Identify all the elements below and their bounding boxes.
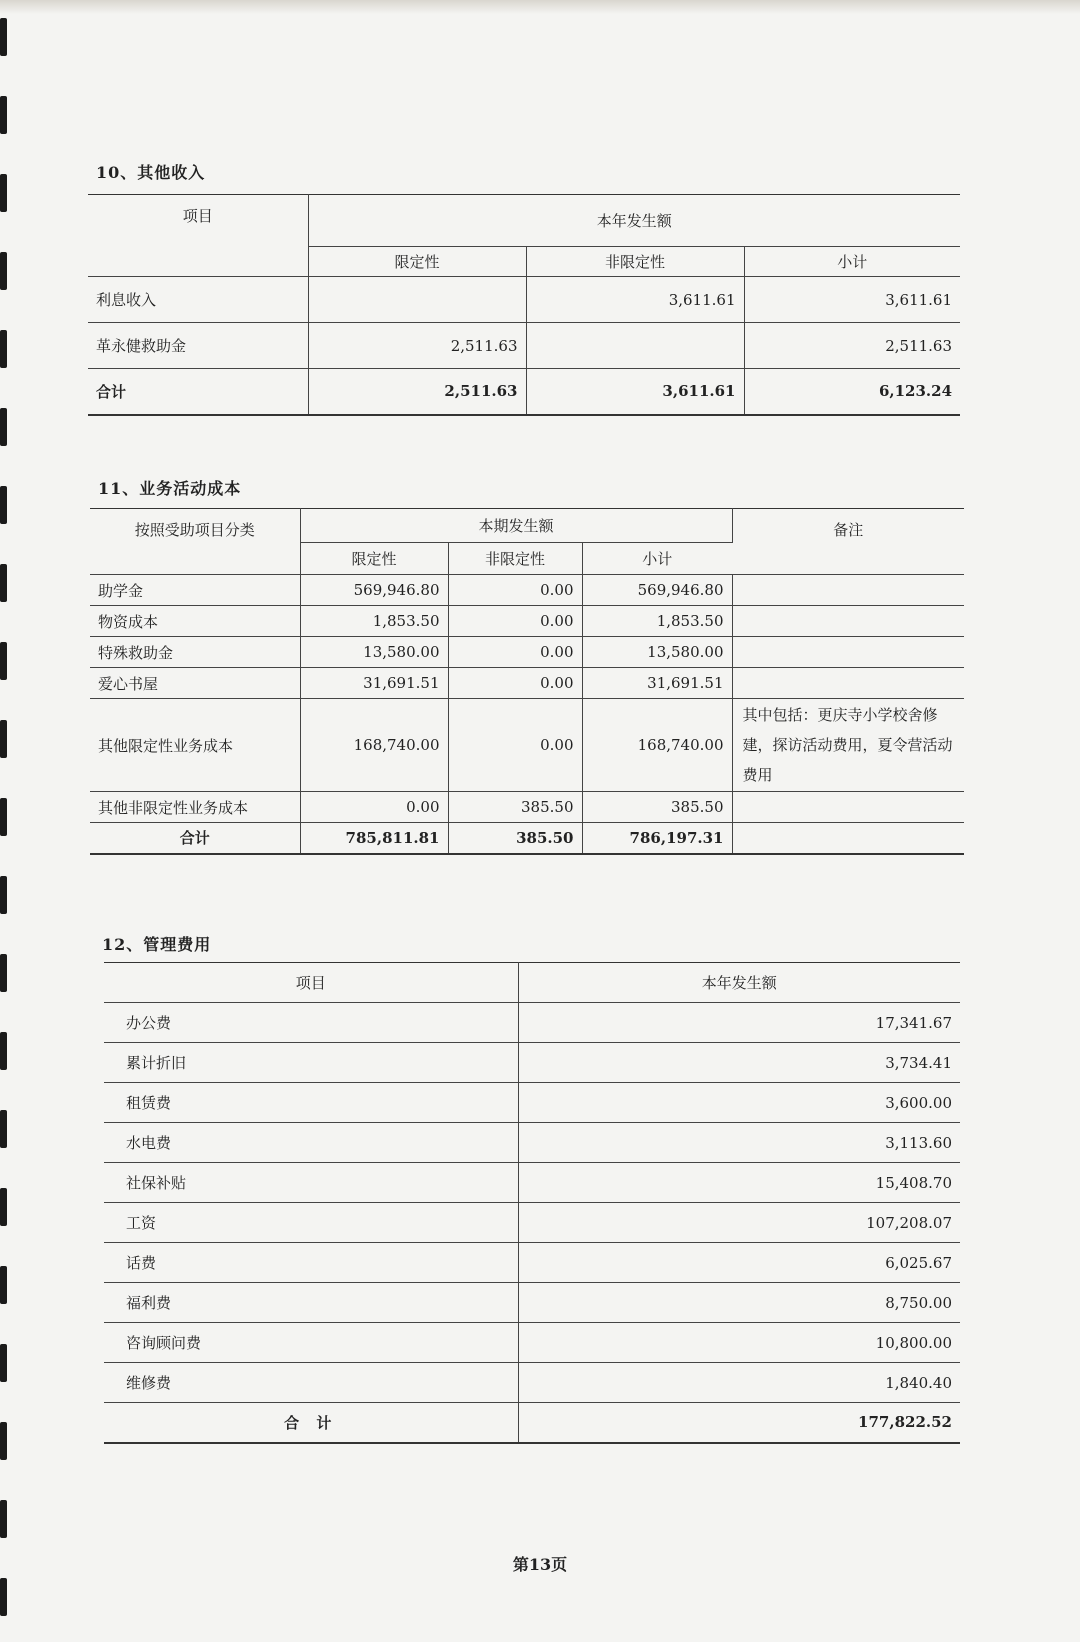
header-restricted: 限定性 [308, 247, 526, 277]
row-item: 利息收入 [88, 277, 308, 323]
row-item: 办公费 [104, 1003, 518, 1043]
binding-holes [0, 0, 14, 1642]
total-row [90, 823, 964, 854]
header-category: 按照受助项目分类 [90, 509, 300, 575]
total-subtotal: 786,197.31 [582, 823, 732, 854]
management-expense-table [104, 962, 960, 1444]
table-row [90, 575, 964, 606]
binding-hole [0, 1032, 7, 1070]
binding-hole [0, 1344, 7, 1382]
table-row [90, 699, 964, 792]
row-item: 其他限定性业务成本 [90, 699, 300, 792]
total-subtotal: 6,123.24 [744, 369, 960, 415]
section-11-title: 11、业务活动成本 [98, 479, 242, 498]
section-10-title: 10、其他收入 [96, 163, 206, 182]
total-restricted: 785,811.81 [300, 823, 448, 854]
binding-hole [0, 486, 7, 524]
binding-hole [0, 1578, 7, 1616]
binding-hole [0, 408, 7, 446]
binding-hole [0, 330, 7, 368]
row-unrestricted: 0.00 [448, 668, 582, 699]
row-subtotal: 569,946.80 [582, 575, 732, 606]
row-note [732, 575, 964, 606]
row-restricted: 168,740.00 [300, 699, 448, 792]
table-row [88, 323, 960, 369]
binding-hole [0, 876, 7, 914]
binding-hole [0, 1110, 7, 1148]
table-row [104, 1083, 960, 1123]
row-subtotal: 385.50 [582, 792, 732, 823]
row-restricted: 2,511.63 [308, 323, 526, 369]
row-amount: 3,113.60 [518, 1123, 960, 1163]
total-row [104, 1403, 960, 1443]
binding-hole [0, 1500, 7, 1538]
table-row [90, 637, 964, 668]
row-unrestricted: 3,611.61 [526, 277, 744, 323]
table-row [104, 1323, 960, 1363]
row-subtotal: 13,580.00 [582, 637, 732, 668]
total-amount: 177,822.52 [518, 1403, 960, 1443]
table-row [104, 1203, 960, 1243]
row-note [732, 606, 964, 637]
row-subtotal: 168,740.00 [582, 699, 732, 792]
total-label: 合 计 [104, 1403, 518, 1443]
row-amount: 1,840.40 [518, 1363, 960, 1403]
row-amount: 3,734.41 [518, 1043, 960, 1083]
row-note [732, 792, 964, 823]
row-item: 爱心书屋 [90, 668, 300, 699]
header-period-amount: 本期发生额 [300, 509, 732, 543]
header-unrestricted: 非限定性 [448, 543, 582, 575]
table-row [104, 1163, 960, 1203]
row-item: 累计折旧 [104, 1043, 518, 1083]
binding-hole [0, 252, 7, 290]
row-item: 社保补贴 [104, 1163, 518, 1203]
row-unrestricted: 0.00 [448, 606, 582, 637]
header-subtotal: 小计 [744, 247, 960, 277]
row-note [732, 637, 964, 668]
table-row [88, 277, 960, 323]
binding-hole [0, 1266, 7, 1304]
binding-hole [0, 954, 7, 992]
row-amount: 3,600.00 [518, 1083, 960, 1123]
table-row [104, 1043, 960, 1083]
total-note [732, 823, 964, 854]
header-subtotal: 小计 [582, 543, 732, 575]
row-restricted: 31,691.51 [300, 668, 448, 699]
table-row [104, 1003, 960, 1043]
row-item: 福利费 [104, 1283, 518, 1323]
total-label: 合计 [90, 823, 300, 854]
row-item: 其他非限定性业务成本 [90, 792, 300, 823]
other-income-table [88, 194, 960, 416]
total-unrestricted: 385.50 [448, 823, 582, 854]
header-annual-amount: 本年发生额 [308, 195, 960, 247]
page-edge-shadow [0, 0, 1080, 14]
binding-hole [0, 96, 7, 134]
row-amount: 6,025.67 [518, 1243, 960, 1283]
row-item: 革永健救助金 [88, 323, 308, 369]
row-item: 工资 [104, 1203, 518, 1243]
binding-hole [0, 18, 7, 56]
row-item: 维修费 [104, 1363, 518, 1403]
row-subtotal: 1,853.50 [582, 606, 732, 637]
header-unrestricted: 非限定性 [526, 247, 744, 277]
row-unrestricted: 0.00 [448, 699, 582, 792]
binding-hole [0, 564, 7, 602]
row-amount: 8,750.00 [518, 1283, 960, 1323]
total-label: 合计 [88, 369, 308, 415]
table-row [104, 1363, 960, 1403]
business-cost-table [90, 508, 964, 855]
row-subtotal: 2,511.63 [744, 323, 960, 369]
row-restricted: 0.00 [300, 792, 448, 823]
table-row [104, 1243, 960, 1283]
table-row [90, 792, 964, 823]
row-amount: 15,408.70 [518, 1163, 960, 1203]
binding-hole [0, 1422, 7, 1460]
header-restricted: 限定性 [300, 543, 448, 575]
row-restricted [308, 277, 526, 323]
row-item: 咨询顾问费 [104, 1323, 518, 1363]
row-unrestricted: 385.50 [448, 792, 582, 823]
binding-hole [0, 174, 7, 212]
row-amount: 17,341.67 [518, 1003, 960, 1043]
row-restricted: 569,946.80 [300, 575, 448, 606]
row-amount: 10,800.00 [518, 1323, 960, 1363]
header-annual-amount: 本年发生额 [518, 963, 960, 1003]
row-unrestricted [526, 323, 744, 369]
row-item: 水电费 [104, 1123, 518, 1163]
row-unrestricted: 0.00 [448, 637, 582, 668]
binding-hole [0, 642, 7, 680]
binding-hole [0, 798, 7, 836]
row-note: 其中包括：更庆寺小学校舍修建，探访活动费用，夏令营活动费用 [732, 699, 964, 792]
section-12-title: 12、管理费用 [102, 935, 212, 954]
table-row [90, 668, 964, 699]
row-item: 物资成本 [90, 606, 300, 637]
row-subtotal: 31,691.51 [582, 668, 732, 699]
page-number: 第13页 [512, 1555, 568, 1574]
binding-hole [0, 1188, 7, 1226]
table-row [90, 606, 964, 637]
binding-hole [0, 720, 7, 758]
row-subtotal: 3,611.61 [744, 277, 960, 323]
row-note [732, 668, 964, 699]
header-item: 项目 [88, 195, 308, 277]
row-item: 租赁费 [104, 1083, 518, 1123]
row-item: 助学金 [90, 575, 300, 606]
header-note: 备注 [732, 509, 964, 575]
row-unrestricted: 0.00 [448, 575, 582, 606]
total-row [88, 369, 960, 415]
row-restricted: 13,580.00 [300, 637, 448, 668]
row-item: 特殊救助金 [90, 637, 300, 668]
row-restricted: 1,853.50 [300, 606, 448, 637]
table-row [104, 1283, 960, 1323]
row-amount: 107,208.07 [518, 1203, 960, 1243]
total-restricted: 2,511.63 [308, 369, 526, 415]
total-unrestricted: 3,611.61 [526, 369, 744, 415]
table-row [104, 1123, 960, 1163]
row-item: 话费 [104, 1243, 518, 1283]
header-item: 项目 [104, 963, 518, 1003]
